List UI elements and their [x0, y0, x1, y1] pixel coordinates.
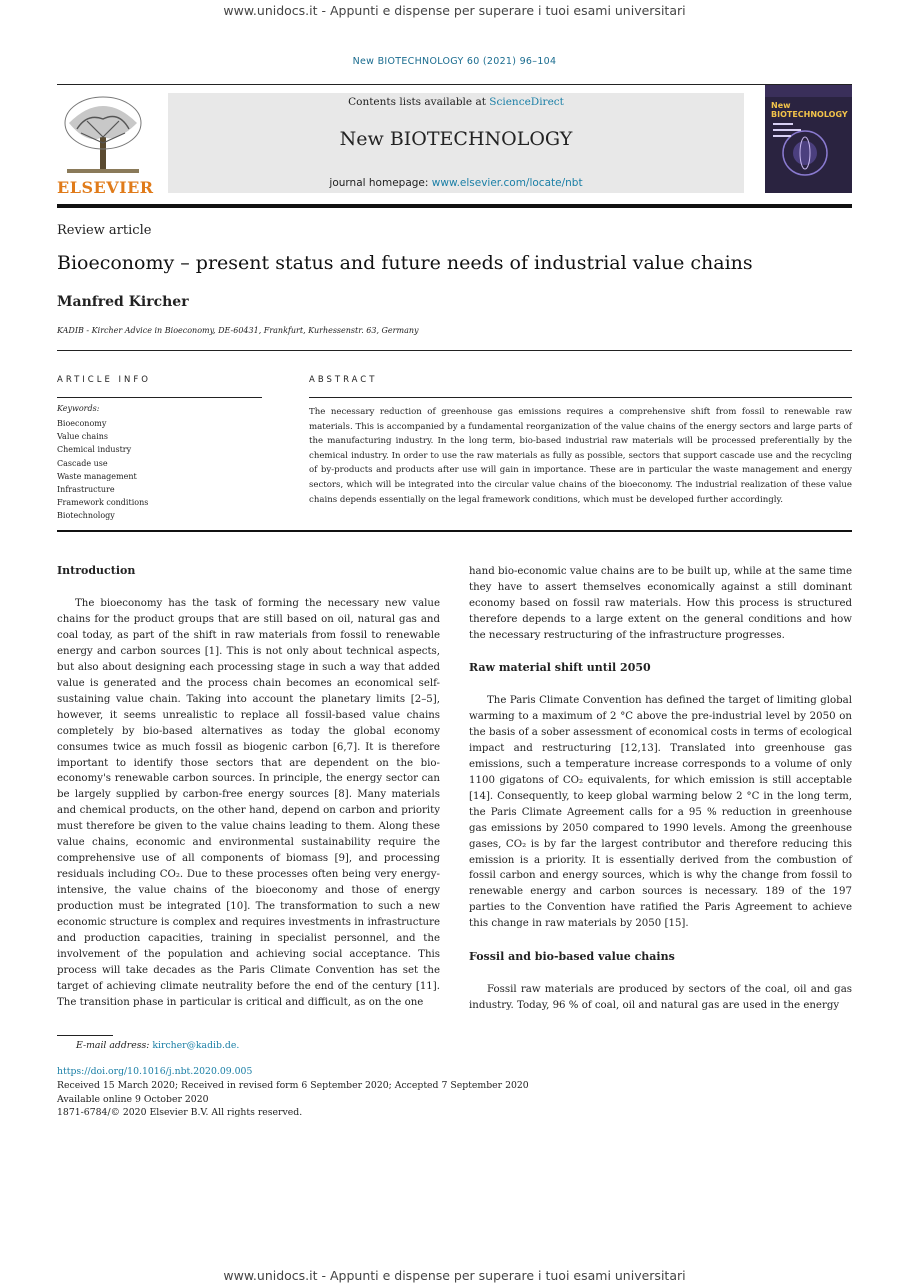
copyright: 1871-6784/© 2020 Elsevier B.V. All rights reserved. [57, 1107, 303, 1118]
introduction-heading: Introduction [57, 564, 136, 577]
fossil-body [469, 982, 852, 1014]
article-type: Review article [57, 223, 152, 238]
tree-icon [57, 93, 149, 177]
cover-art-icon [765, 85, 852, 193]
keyword: Cascade use [57, 458, 108, 468]
journal-header [168, 93, 744, 193]
header-rule-thick [57, 204, 852, 208]
introduction-body [57, 596, 440, 1011]
keyword: Infrastructure [57, 485, 115, 495]
homepage-link[interactable]: www.elsevier.com/locate/nbt [431, 177, 583, 189]
email-label: E-mail address: [76, 1040, 150, 1051]
abstract-divider [309, 397, 852, 398]
received-dates: Received 15 March 2020; Received in revised form 6 September 2020; Accepted 7 September 2020 [57, 1080, 529, 1091]
fossil-heading: Fossil and bio-based value chains [469, 950, 675, 963]
elsevier-wordmark: ELSEVIER [57, 178, 154, 197]
header-rule-top [57, 84, 852, 85]
watermark-bottom: www.unidocs.it - Appunti e dispense per superare i tuoi esami universitari [223, 1268, 686, 1283]
homepage-line [168, 177, 744, 189]
raw-material-body [469, 693, 852, 932]
introduction-paragraph: The bioeconomy has the task of forming the necessary new value chains for the product groups that are still based on oil, natural gas and coal today, as part of the shift in raw materials from fossil to renewable energy and carbon sources [1]. This is not only about technical aspects, but also about designing each processing stage in such a way that added value is generated and the process chain becomes an economical self-sustaining value chain. Taking into account the planetary limits [2–5], however, it seems unrealistic to replace all fossil-based value chains completely by bio-based alternatives as today the global economy consumes twice as much fossil as biogenic carbon [6,7]. It is therefore important to identify those sectors that are dependent on the bio-economy's renewable carbon sources. In principle, the energy sector can be largely supplied by carbon-free energy sources [8]. Many materials and chemical products, on the other hand, depend on carbon and priority must therefore be given to the value chains leading to them. Along these value chains, economic and environmental sustainability require the comprehensive use of all components of biomass [9], and processing residuals including CO₂. Due to these processes often being very energy-intensive, the value chains of the bioeconomy and those of energy production must be integrated [10]. The transformation to such a new economic structure is complex and requires investments in infrastructure and production capacities, training in specialist personnel, and the involvement of the population and achieving social acceptance. This process will take decades as the Paris Climate Convention has set the target of achieving climate neutrality before the end of the century [11]. The transition phase in particular is critical and difficult, as on the one [57, 598, 440, 1008]
footnote-rule [57, 1035, 113, 1036]
keyword: Bioeconomy [57, 419, 107, 428]
contents-line [168, 96, 744, 108]
keyword: Framework conditions [57, 498, 149, 508]
email-line [76, 1040, 239, 1051]
sciencedirect-link[interactable]: ScienceDirect [489, 96, 564, 108]
homepage-prefix: journal homepage: [329, 177, 432, 189]
introduction-continuation [469, 564, 852, 644]
keywords-label: Keywords: [57, 404, 100, 413]
abstract-text: The necessary reduction of greenhouse gas emissions requires a comprehensive shift from fossil to renewable raw materials. This is accompanied by a fundamental reorganization of the value chains of the energy sectors and large parts of the manufacturing industry. In the long term, bio-based industrial raw materials will be processed preferentially by the chemical industry. In order to use the raw materials as fully as possible, sectors that support cascade use and the recycling of by-products and products after use will gain in importance. These are in particular the waste management and energy sectors, which will be integrated into the circular value chains of the bioeconomy. The industrial realization of these value chains depends essentially on the legal framework conditions, which must be developed further accordingly. [309, 407, 852, 505]
abstract-heading: ABSTRACT [309, 375, 378, 385]
raw-material-paragraph: The Paris Climate Convention has defined the target of limiting global warming to a maximum of 2 °C above the pre-industrial level by 2050 on the basis of a sober assessment of economical costs in terms of ecological impact and restructuring [12,13]. Translated into greenhouse gas emissions, such a temperature increase corresponds to a volume of only 1100 gigatons of CO₂ equivalents, for which emission is still acceptable [14]. Consequently, to keep global warming below 2 °C in the long term, the Paris Climate Agreement calls for a 95 % reduction in greenhouse gas emissions by 2050 compared to 1990 levels. Among the greenhouse gases, CO₂ is by far the largest contributor and therefore reducing this emission is a priority. It is essentially derived from the combustion of fossil carbon and energy sources, which is why the change from fossil to renewable energy and carbon sources is necessary. 189 of the 197 parties to the Convention have ratified the Paris Agreement to achieve this change in raw materials by 2050 [15]. [469, 695, 852, 930]
abstract-rule-bottom [57, 530, 852, 532]
article-title: Bioeconomy – present status and future needs of industrial value chains [57, 252, 753, 274]
cover-title: New BIOTECHNOLOGY [771, 101, 848, 119]
keyword: Biotechnology [57, 511, 115, 521]
introduction-continuation-paragraph: hand bio-economic value chains are to be built up, while at the same time they have to assert themselves economically against a still dominant economy based on fossil raw materials. How this process is structured therefore depends to a large extent on the general conditions and how the necessary restructuring of the infrastructure progresses. [469, 566, 852, 641]
journal-reference[interactable]: New BIOTECHNOLOGY 60 (2021) 96–104 [352, 56, 557, 67]
email-link[interactable]: kircher@kadib.de. [152, 1040, 240, 1051]
article-info-heading: ARTICLE INFO [57, 375, 151, 385]
keyword: Value chains [57, 432, 109, 442]
journal-name: New BIOTECHNOLOGY [339, 128, 573, 150]
info-divider [57, 397, 262, 398]
keywords-list [57, 417, 148, 523]
elsevier-logo[interactable] [57, 93, 154, 197]
watermark-top: www.unidocs.it - Appunti e dispense per superare i tuoi esami universitari [223, 3, 686, 18]
keyword: Waste management [57, 471, 137, 481]
raw-material-heading: Raw material shift until 2050 [469, 661, 651, 674]
fossil-paragraph: Fossil raw materials are produced by sectors of the coal, oil and gas industry. Today, 96 % of coal, oil and natural gas are used in the energy [469, 984, 852, 1011]
author-affiliation: KADIB - Kircher Advice in Bioeconomy, DE-60431, Frankfurt, Kurhessenstr. 63, Germany [57, 326, 419, 335]
info-rule-top [57, 350, 852, 351]
author-name[interactable]: Manfred Kircher [57, 294, 189, 310]
keyword: Chemical industry [57, 445, 132, 455]
journal-cover[interactable] [765, 85, 852, 193]
available-online: Available online 9 October 2020 [57, 1094, 209, 1105]
doi-link[interactable]: https://doi.org/10.1016/j.nbt.2020.09.005 [57, 1066, 253, 1077]
contents-prefix: Contents lists available at [348, 96, 490, 108]
